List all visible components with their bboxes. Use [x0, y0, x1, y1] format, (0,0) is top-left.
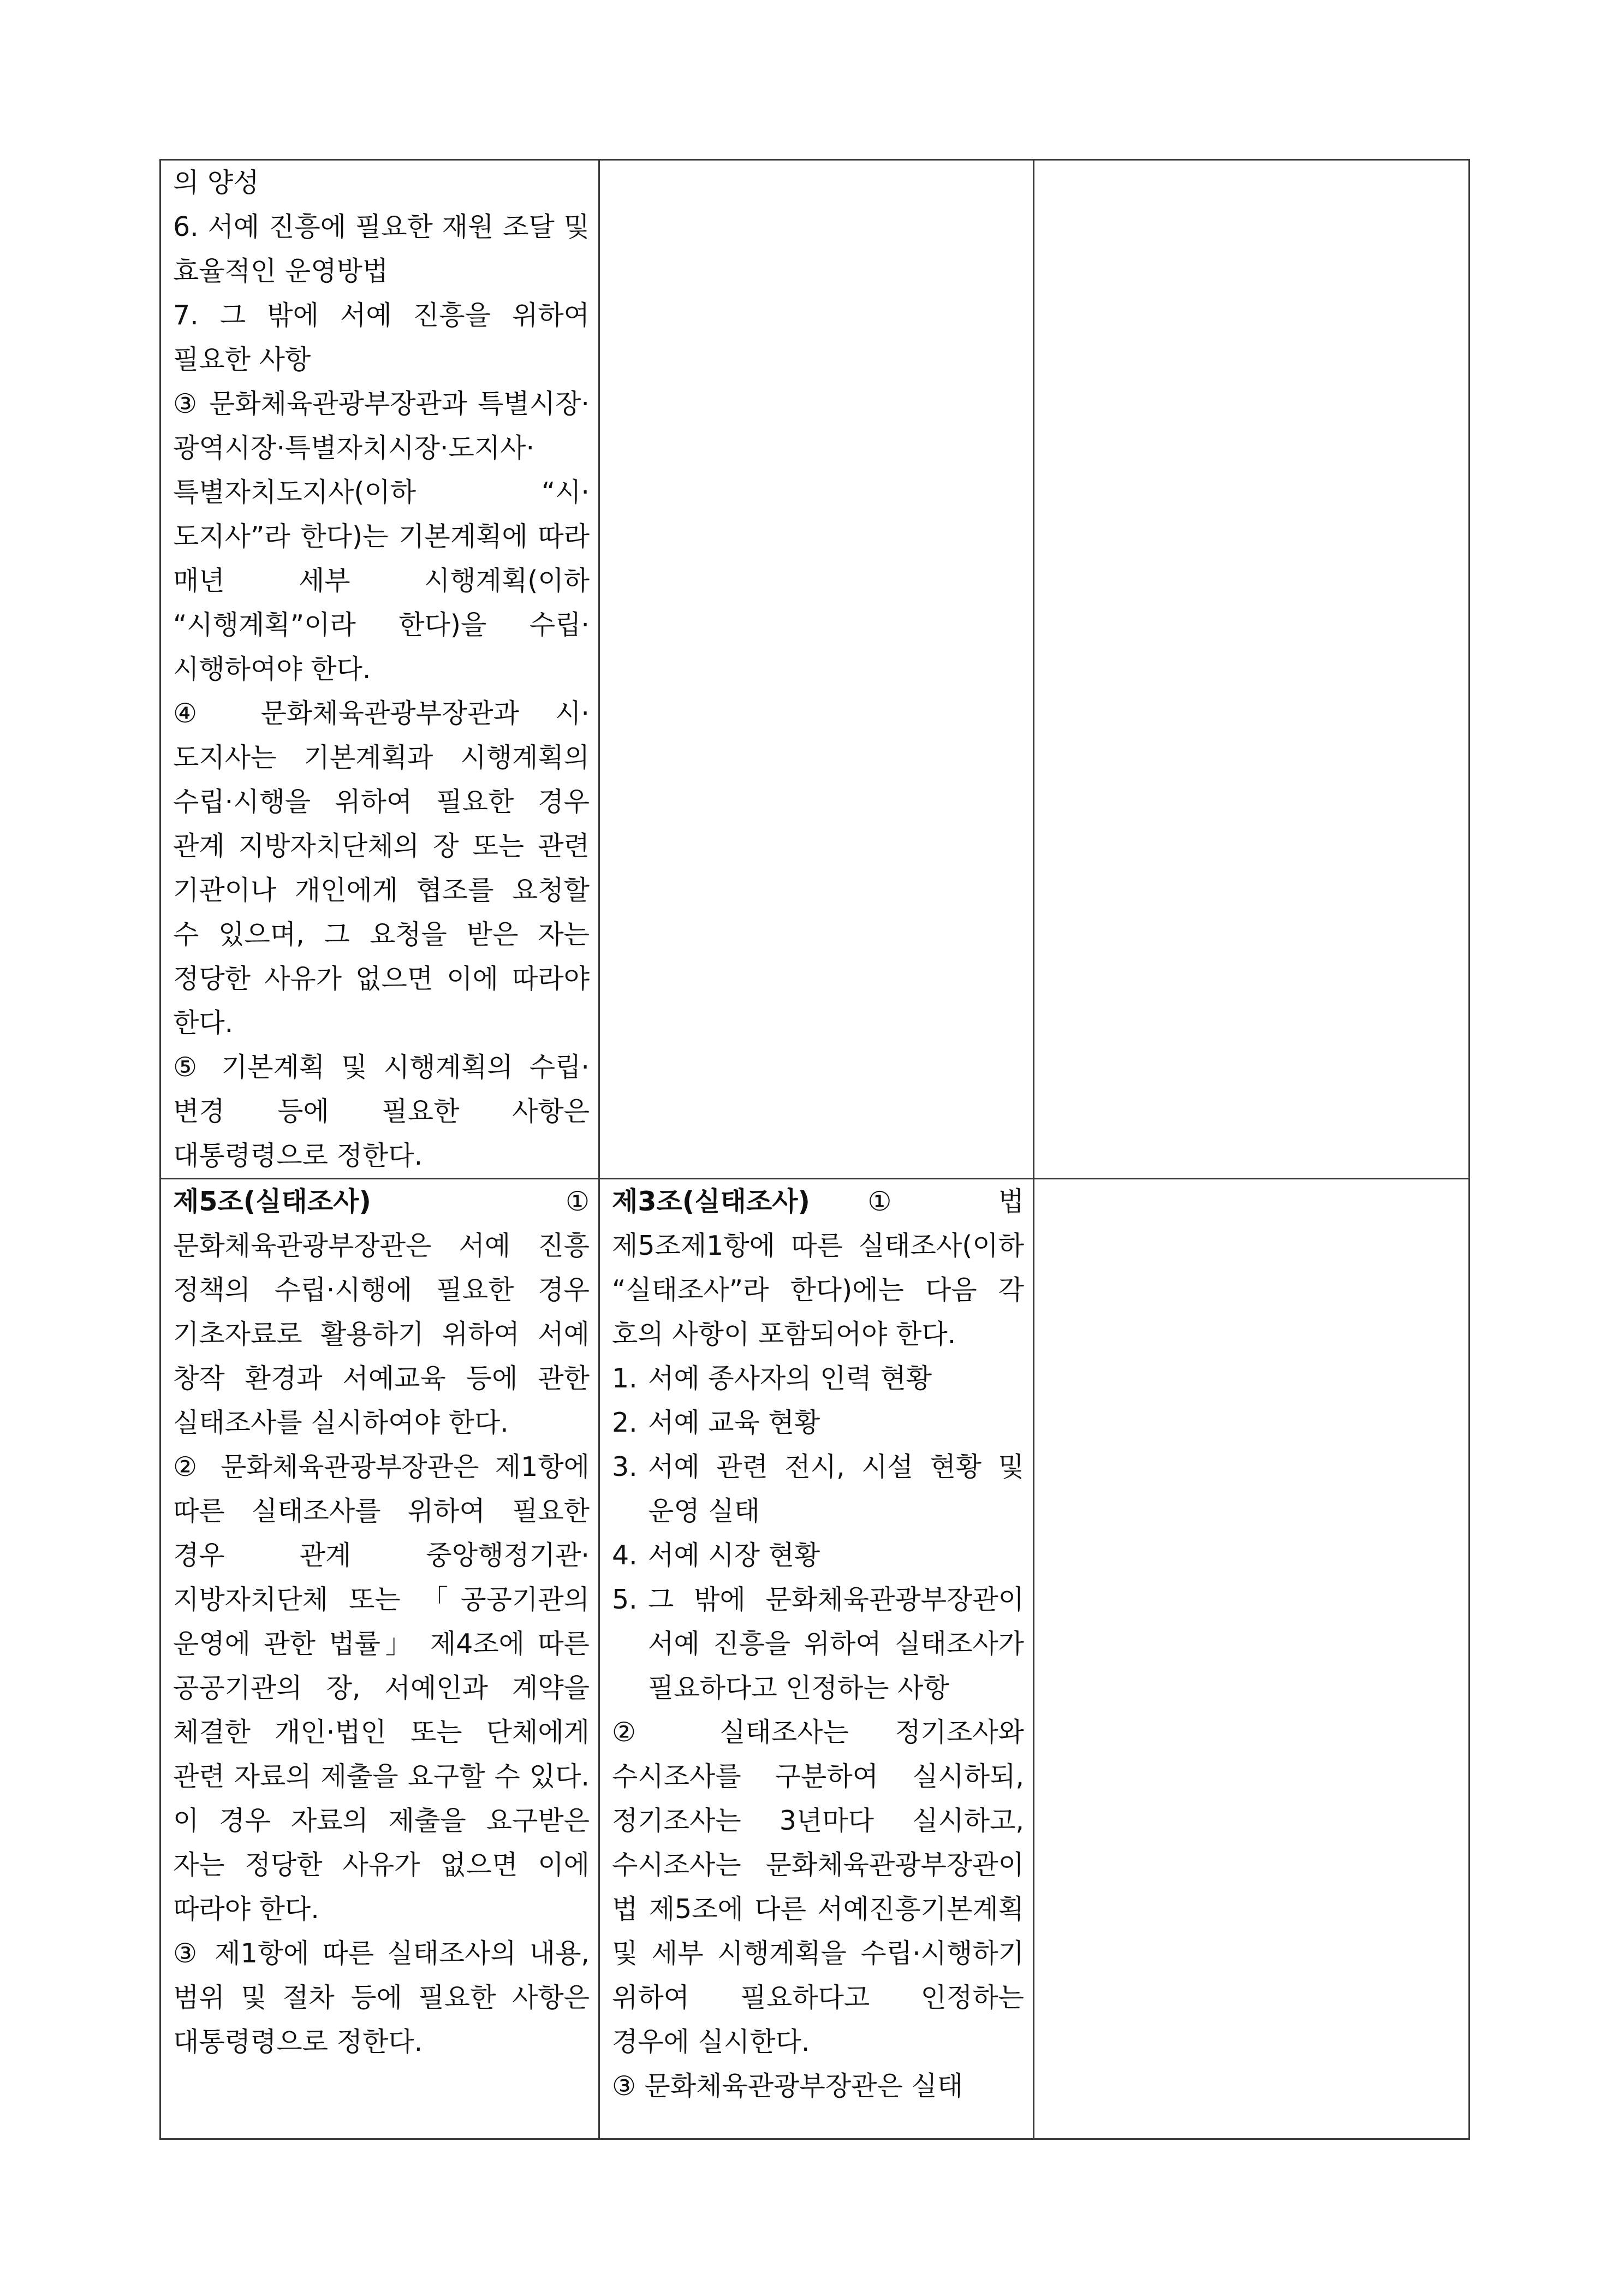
item-number: 5. [612, 1584, 638, 1615]
item-text: 서예 교육 현황 [648, 1407, 820, 1438]
article-5-paragraph-1 [173, 1179, 590, 1445]
article-5-paragraph-2: ② 문화체육관광부장관은 제1항에 따른 실태조사를 위하여 필요한 경우 관계 중앙행정기관·지방자치단체 또는 「공공기관의 운영에 관한 법률」 제4조에 따른 공공기관의 장, 서예인과 계약을 체결한 개인·법인 또는 단체에게 관련 자료의 제출을 요구할 수 있다. 이 경우 자료의 제출을 요구받은 자는 정당한 사유가 없으면 이에 따라야 한다. [173, 1451, 590, 1925]
article-3-paragraph-2: ② 실태조사는 정기조사와 수시조사를 구분하여 실시하되, 정기조사는 3년마다 실시하고, 수시조사는 문화체육관광부장관이 법 제5조에 다른 서예진흥기본계획 및 세부 시행계획을 수립·시행하기 위하여 필요하다고 인정하는 경우에 실시한다. [612, 1717, 1024, 2057]
article-5-paragraph-3: ③ 제1항에 따른 실태조사의 내용, 범위 및 절차 등에 필요한 사항은 대통령령으로 정한다. [173, 1938, 590, 2057]
list-item [612, 1533, 1024, 1577]
paragraph-text: ① 법 제5조제1항에 따른 실태조사(이하 “실태조사”라 한다)에는 다음 각 호의 사항이 포함되어야 한다. [612, 1186, 1024, 1350]
article-3-paragraph-3: ③ 문화체육관광부장관은 실태 [612, 2070, 963, 2102]
list-item [612, 1577, 1024, 1710]
paragraph-3: ③ 문화체육관광부장관과 특별시장·광역시장·특별자치시장·도지사·특별자치도지사(이하 “시·도지사”라 한다)는 기본계획에 따라 매년 세부 시행계획(이하 “시행계획”이라 한다)을 수립·시행하여야 한다. [173, 388, 590, 685]
list-item [612, 1356, 1024, 1401]
item-text: 그 밖에 문화체육관광부장관이 서예 진흥을 위하여 실태조사가 필요하다고 인정하는 사항 [648, 1584, 1024, 1704]
rule-cell [1034, 160, 1470, 1179]
item-number: 1. [612, 1363, 638, 1394]
article-3-paragraph-1 [612, 1179, 1024, 1356]
item-6: 6. 서예 진흥에 필요한 재원 조달 및 효율적인 운영방법 [173, 211, 590, 287]
article-heading: 제3조(실태조사) [612, 1186, 810, 1217]
item-text: 서예 종사자의 인력 현황 [648, 1363, 932, 1394]
item-text: 서예 시장 현황 [648, 1540, 820, 1571]
item-number: 2. [612, 1407, 638, 1438]
item-text: 서예 관련 전시, 시설 현황 및 운영 실태 [648, 1451, 1024, 1527]
list-item [612, 1401, 1024, 1445]
paragraph-5: ⑤ 기본계획 및 시행계획의 수립·변경 등에 필요한 사항은 대통령령으로 정한다. [173, 1052, 590, 1171]
article-heading: 제5조(실태조사) [173, 1186, 371, 1217]
continued-text: 의 양성 [173, 167, 259, 198]
paragraph-4: ④ 문화체육관광부장관과 시·도지사는 기본계획과 시행계획의 수립·시행을 위하여 필요한 경우 관계 지방자치단체의 장 또는 관련 기관이나 개인에게 협조를 요청할 수 있으며, 그 요청을 받은 자는 정당한 사유가 없으면 이에 따라야 한다. [173, 698, 590, 1039]
item-7: 7. 그 밖에 서예 진흥을 위하여 필요한 사항 [173, 300, 590, 375]
act-cell [160, 160, 599, 1179]
table-row [160, 1179, 1470, 2139]
list-item [612, 1445, 1024, 1533]
decree-article-3-cell [599, 1179, 1034, 2139]
paragraph-text: ① 문화체육관광부장관은 서예 진흥 정책의 수립·시행에 필요한 경우 기초자료로 활용하기 위하여 서예 창작 환경과 서예교육 등에 관한 실태조사를 실시하여야 한다. [173, 1186, 590, 1438]
law-comparison-table [159, 159, 1470, 2140]
table-row [160, 160, 1470, 1179]
item-number: 4. [612, 1540, 638, 1571]
item-number: 3. [612, 1451, 638, 1482]
rule-cell [1034, 1179, 1470, 2139]
decree-cell [599, 160, 1034, 1179]
act-article-5-cell [160, 1179, 599, 2139]
